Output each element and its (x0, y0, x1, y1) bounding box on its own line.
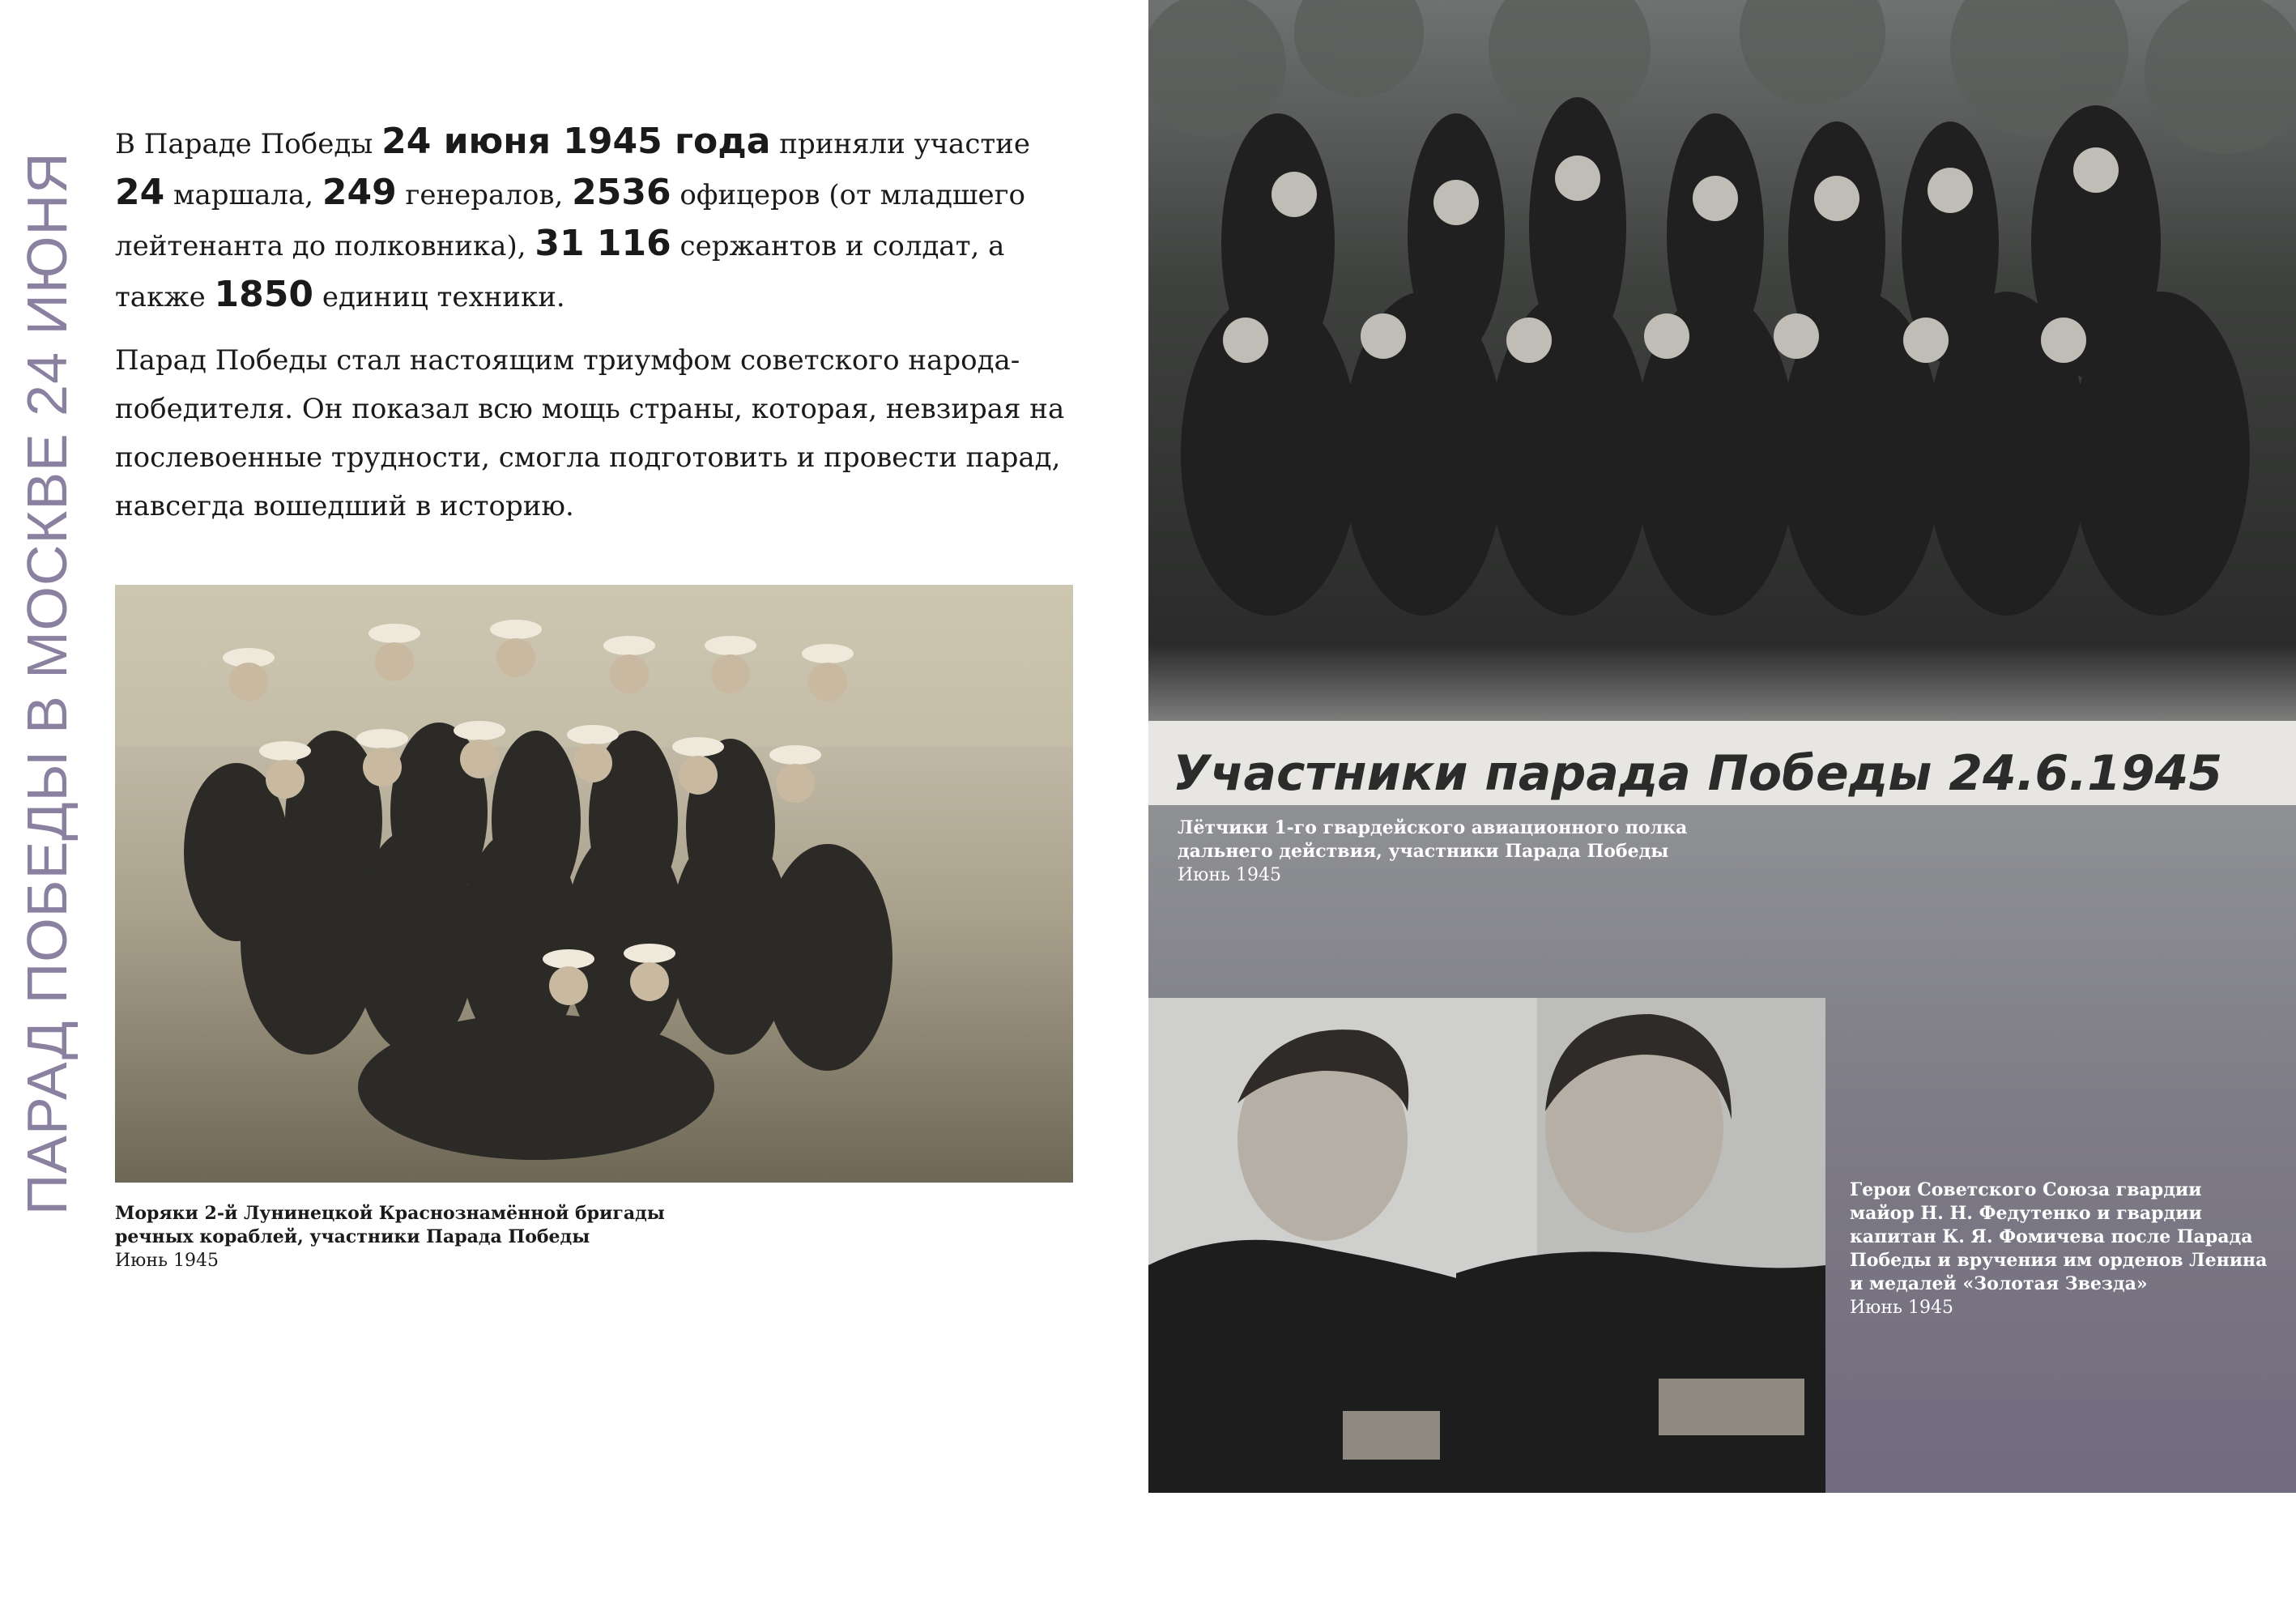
pilots-caption (1178, 816, 1728, 887)
intro-text: приняли участие (770, 128, 1030, 160)
triumph-paragraph: Парад Победы стал настоящим триумфом советского народа- победителя. Он показал всю мощь страны, которая, невзирая на послевоенные трудности, смогла подготовить и провести парад, навсегда вошедший в историю. (115, 344, 1065, 522)
intro-text: маршала, (164, 179, 322, 211)
soldiers-count: 31 116 (535, 223, 671, 264)
sailors-photo (115, 585, 1073, 1183)
heroines-caption (1850, 1179, 2271, 1319)
heroines-caption-title: Герои Советского Союза гвардии майор Н. Н. Федутенко и гвардии капитан К. Я. Фомичева после Парада Победы и вручения им орденов Ленина и медалей «Золотая Звезда» (1850, 1179, 2268, 1294)
intro-text: единиц техники. (313, 281, 565, 313)
marshals-count: 24 (115, 172, 165, 213)
vertical-page-title: ПАРАД ПОБЕДЫ В МОСКВЕ 24 ИЮНЯ (15, 151, 79, 1215)
intro-text: В Параде Победы (115, 128, 382, 160)
pilots-photo (1148, 0, 2296, 805)
sailors-caption-date: Июнь 1945 (115, 1251, 219, 1271)
heroines-caption-date: Июнь 1945 (1850, 1298, 1953, 1318)
photo-inscription: Участники парада Победы 24.6.1945 (1173, 745, 2223, 802)
intro-text: сержантов и солдат, а также (115, 230, 1005, 313)
pilots-caption-title: Лётчики 1-го гвардейского авиационного полка дальнего действия, участники Парада Победы (1178, 817, 1688, 862)
vehicles-count: 1850 (214, 274, 314, 315)
parade-date: 24 июня 1945 года (381, 121, 771, 162)
intro-text: офицеров (от младшего лейтенанта до полковника), (115, 179, 1025, 262)
sailors-caption (115, 1202, 706, 1272)
intro-text: генералов, (396, 179, 573, 211)
pilots-photo-image (1148, 0, 2296, 805)
intro-paragraph (115, 117, 1046, 322)
sailors-caption-title: Моряки 2-й Лунинецкой Краснознамённой бригады речных кораблей, участники Парада Победы (115, 1203, 665, 1247)
heroines-photo-image (1148, 998, 1825, 1493)
sailors-photo-image (115, 585, 1073, 1183)
officers-count: 2536 (572, 172, 671, 213)
heroines-photo (1148, 998, 1825, 1493)
pilots-caption-date: Июнь 1945 (1178, 865, 1281, 885)
generals-count: 249 (322, 172, 397, 213)
